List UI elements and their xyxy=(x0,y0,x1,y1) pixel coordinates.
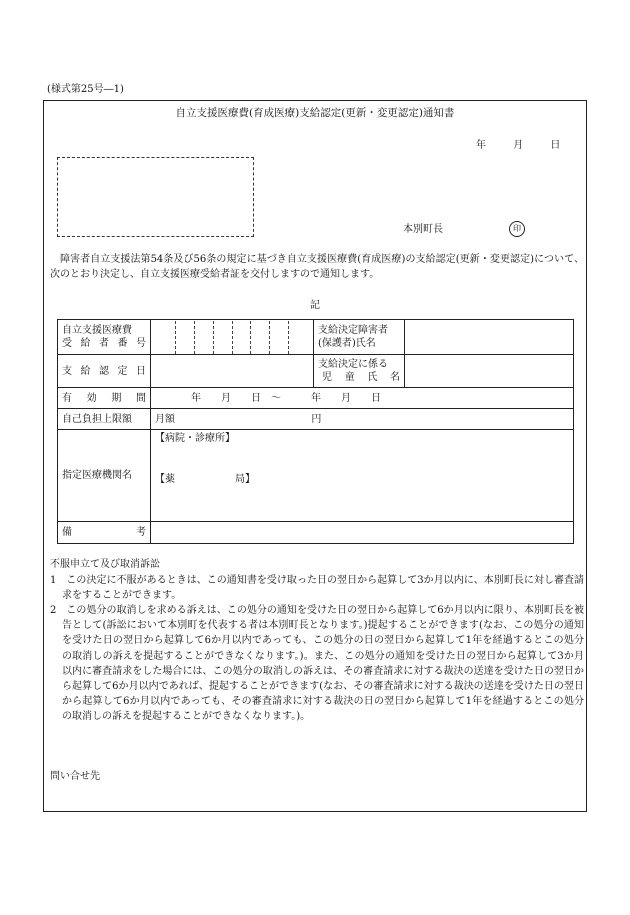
seal-mark: 印 xyxy=(509,221,525,237)
copay-limit-field xyxy=(151,409,574,430)
document-title: 自立支援医療費(育成医療)支給認定(更新・変更認定)通知書 xyxy=(175,107,455,119)
child-label-line1: 支給決定に係る xyxy=(318,359,388,370)
certification-table xyxy=(57,319,574,544)
child-label-line2: 児童氏名 xyxy=(322,372,400,383)
guardian-label-line2: (保護者)氏名 xyxy=(318,338,376,349)
copay-month-label: 月額 xyxy=(155,413,175,425)
hospital-label: 【病院・診療所】 xyxy=(155,433,235,444)
validity-label: 有効期間 xyxy=(58,388,151,409)
copay-yen-label: 円 xyxy=(311,413,322,425)
recipient-number-label xyxy=(58,320,151,355)
validity-period: 年 月 日 〜 年 月 日 xyxy=(151,388,574,409)
form-number: (様式第25号―1) xyxy=(47,84,124,95)
copay-limit-label: 自己負担上限額 xyxy=(58,409,151,430)
child-name-label xyxy=(314,355,405,388)
appeal-item-2: 2 この処分の取消しを求める訴えは、この処分の通知を受けた日の翌日から起算して6か月以内に限り、本別町長を被告として(訴訟において本別町を代表する者は本別町長となります。)提起することができます(なお、この処分の通知を受けた日の翌日から起算して6か月以内であっても、この処分の日の翌日から起算して1年を経過するとこの処分の取消しの訴えを提起することができなくなります。)。また、この処分の通知を受けた日の翌日から起算して3か月以内に審査請求をした場合には、この処分の取消しの訴えは、その審査請求に対する裁決の送達を受けた日の翌日から起算して6か月以内であれば、提起することができます(なお、その審査請求に対する裁決の送達を受けた日の翌日から起算して6か月以内であっても、その審査請求に対する裁決の日の翌日から起算して1年を経過するとこの処分の取消しの訴えを提起することができなくなります。)。 xyxy=(50,605,584,723)
institution-label: 指定医療機関名 xyxy=(58,430,151,522)
issuer-name: 本別町長 xyxy=(403,224,443,235)
notice-body: 障害者自立支援法第54条及び56条の規定に基づき自立支援医療費(育成医療)の支給認定(更新・変更認定)について、次のとおり決定し、自立支援医療受給者証を交付しますので通知します。 xyxy=(50,254,584,280)
remarks-field xyxy=(151,522,574,544)
certification-date-label: 支給認定日 xyxy=(58,355,151,388)
ki-heading: 記 xyxy=(310,300,320,311)
appeal-item-1: 1 この決定に不服があるときは、この通知書を受け取った日の翌日から起算して3か月以内に、本別町長に対し審査請求をすることができます。 xyxy=(50,575,584,602)
inquiry-label: 問い合せ先 xyxy=(50,771,100,782)
guardian-name-field xyxy=(405,320,574,355)
date-day: 日 xyxy=(550,140,561,151)
pharmacy-label: 【薬 局】 xyxy=(155,474,255,485)
issue-date xyxy=(476,139,560,152)
remarks-label: 備考 xyxy=(58,522,151,544)
date-year: 年 xyxy=(476,140,486,151)
recipient-number-label-line2: 受給者番号 xyxy=(62,338,146,349)
recipient-number-label-line1: 自立支援医療費 xyxy=(62,325,132,336)
guardian-label-line1: 支給決定障害者 xyxy=(318,325,388,336)
guardian-name-label xyxy=(314,320,405,355)
certification-date-field xyxy=(151,355,314,388)
child-name-field xyxy=(405,355,574,388)
appeal-heading: 不服申立て及び取消訴訟 xyxy=(50,559,160,570)
address-box xyxy=(57,157,254,237)
date-month: 月 xyxy=(513,140,524,151)
recipient-number-field xyxy=(151,320,314,355)
institution-field xyxy=(151,430,574,522)
